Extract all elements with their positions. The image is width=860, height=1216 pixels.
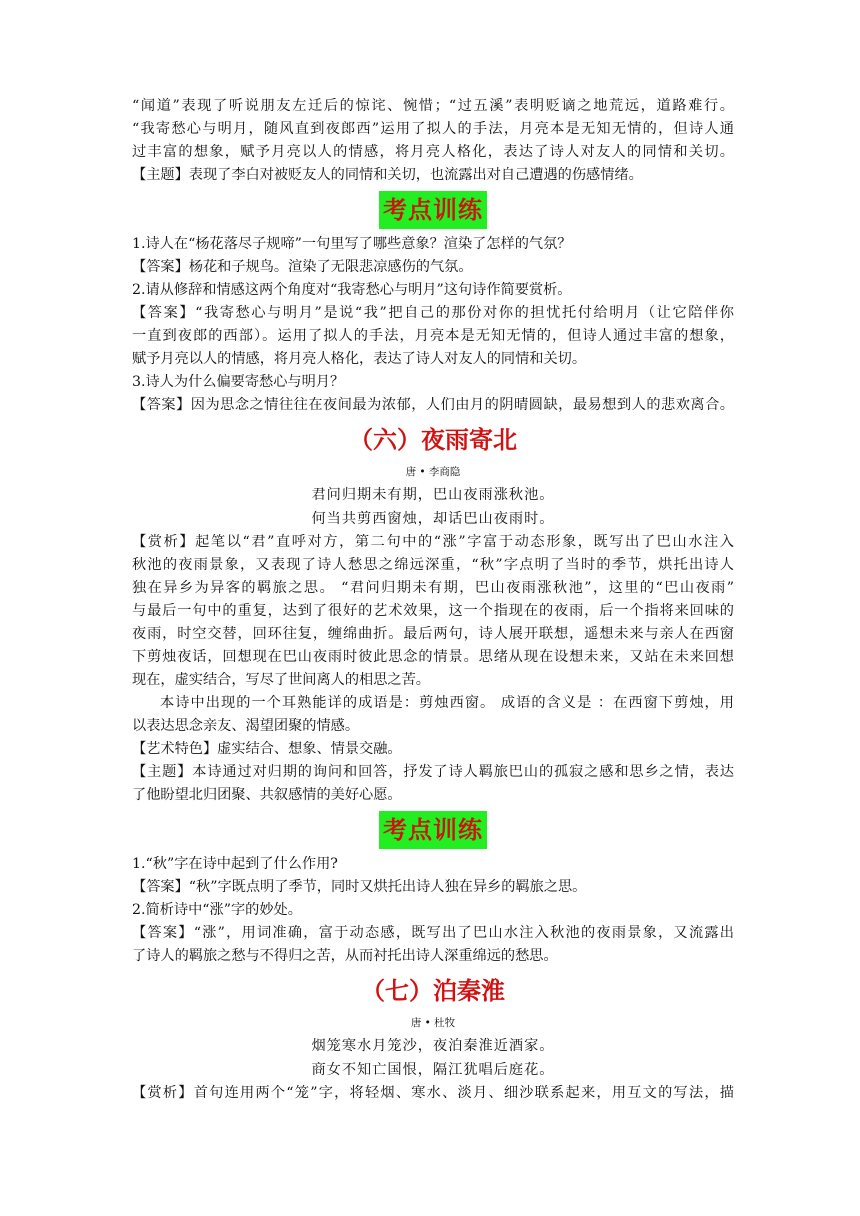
poem-author: 唐 • 李商隐: [405, 466, 461, 478]
poem-title: （七）泊秦淮: [361, 977, 505, 1005]
training-banner-wrap: [132, 191, 734, 229]
poem-verse: 商女不知亡国恨，隔江犹唱后庭花。: [311, 1062, 555, 1078]
text-line: 过丰富的想象，赋予月亮以人的情感，将月亮人格化，表达了诗人对友人的同情和关切。: [132, 144, 734, 160]
poem-verse: 君问归期未有期，巴山夜雨涨秋池。: [311, 487, 555, 503]
question-line: 3.诗人为什么偏要寄愁心与明月？: [132, 374, 345, 390]
poem-verse: 烟笼寒水月笼沙，夜泊秦淮近酒家。: [311, 1038, 555, 1054]
idiom-line: 本诗中出现的一个耳熟能详的成语是：剪烛西窗。 成语的含义是 ：在西窗下剪烛，用: [160, 695, 734, 711]
analysis-line: 秋池的夜雨景象，又表现了诗人愁思之绵远深重，“秋”字点明了当时的季节，烘托出诗人: [132, 557, 734, 573]
answer-line: 【答案】“我寄愁心与明月”是说“我”把自己的那份对你的担忧托付给明月（让它陪伴你: [132, 305, 734, 321]
poem-analysis: [132, 531, 734, 807]
question-line: 1.诗人在“杨花落尽子规啼”一句里写了哪些意象？渲染了怎样的气氛？: [132, 236, 572, 252]
answer-line: 【答案】因为思念之情往往在夜间最为浓郁，人们由月的阴晴圆缺，最易想到人的悲欢离合。: [132, 397, 734, 413]
answer-line: 【答案】“秋”字既点明了季节，同时又烘托出诗人独在异乡的羁旅之思。: [132, 879, 587, 895]
training-section-2: [132, 853, 734, 968]
analysis-continuation: [132, 95, 734, 187]
theme-line: 【主题】本诗通过对归期的询问和回答，抒发了诗人羁旅巴山的孤寂之感和思乡之情，表达: [132, 764, 734, 780]
analysis-line: 【赏析】首句连用两个“笼”字，将轻烟、寒水、淡月、细沙联系起来，用互文的写法，描: [132, 1085, 734, 1101]
analysis-line: 夜雨，时空交替，回环往复，缠绵曲折。最后两句，诗人展开联想，遥想未来与亲人在西窗: [132, 626, 734, 642]
answer-line: 一直到夜郎的西部）。运用了拟人的手法，月亮本是无知无情的，但诗人通过丰富的想象，: [132, 328, 734, 344]
answer-line: 【答案】杨花和子规鸟。渲染了无限悲凉感伤的气氛。: [132, 259, 473, 275]
text-line: “闻道”表现了听说朋友左迁后的惊诧、惋惜；“过五溪”表明贬谪之地荒远，道路难行。: [132, 98, 734, 114]
analysis-line: 现在，虚实结合，写尽了世间离人的相思之苦。: [132, 672, 430, 688]
document-page: [132, 95, 734, 1105]
training-banner: 考点训练: [379, 191, 487, 229]
poem-verse: 何当共剪西窗烛，却话巴山夜雨时。: [311, 511, 555, 527]
poem-author: 唐 • 杜牧: [410, 1017, 456, 1029]
training-section-1: [132, 233, 734, 417]
idiom-line: 以表达思念亲友、渴望团聚的情感。: [132, 718, 360, 734]
analysis-line: 与最后一句中的重复，达到了很好的艺术效果，这一个指现在的夜雨，后一个指将来回味的: [132, 603, 734, 619]
text-line: “我寄愁心与明月，随风直到夜郎西”运用了拟人的手法，月亮本是无知无情的，但诗人通: [132, 121, 734, 137]
poem-title: （六）夜雨寄北: [349, 426, 517, 454]
analysis-line: 【赏析】起笔以“君”直呼对方，第二句中的“涨”字富于动态形象，既写出了巴山水注入: [132, 534, 734, 550]
art-feature-line: 【艺术特色】虚实结合、想象、情景交融。: [132, 741, 402, 757]
theme-line: 了他盼望北归团聚、共叙感情的美好心愿。: [132, 787, 402, 803]
answer-line: 赋予月亮以人的情感，将月亮人格化，表达了诗人对友人的同情和关切。: [132, 351, 587, 367]
training-banner-wrap: [132, 811, 734, 849]
answer-line: 了诗人的羁旅之愁与不得归之苦，从而衬托出诗人深重绵远的愁思。: [132, 948, 558, 964]
training-banner: 考点训练: [379, 811, 487, 849]
analysis-line: 独在异乡为异客的羁旅之思。 “君问归期未有期，巴山夜雨涨秋池”，这里的“巴山夜雨”: [132, 580, 734, 596]
question-line: 2.请从修辞和情感这两个角度对“我寄愁心与明月”这句诗作简要赏析。: [132, 282, 572, 298]
question-line: 1.“秋”字在诗中起到了什么作用?: [132, 856, 338, 872]
question-line: 2.简析诗中“涨”字的妙处。: [132, 902, 302, 918]
analysis-line: 下剪烛夜话，回想现在巴山夜雨时彼此思念的情景。思绪从现在设想未来，又站在未来回想: [132, 649, 734, 665]
theme-line: 【主题】表现了李白对被贬友人的同情和关切，也流露出对自己遭遇的伤感情绪。: [132, 167, 643, 183]
answer-line: 【答案】“涨”，用词准确，富于动态感，既写出了巴山水注入秋池的夜雨景象，又流露出: [132, 925, 734, 941]
